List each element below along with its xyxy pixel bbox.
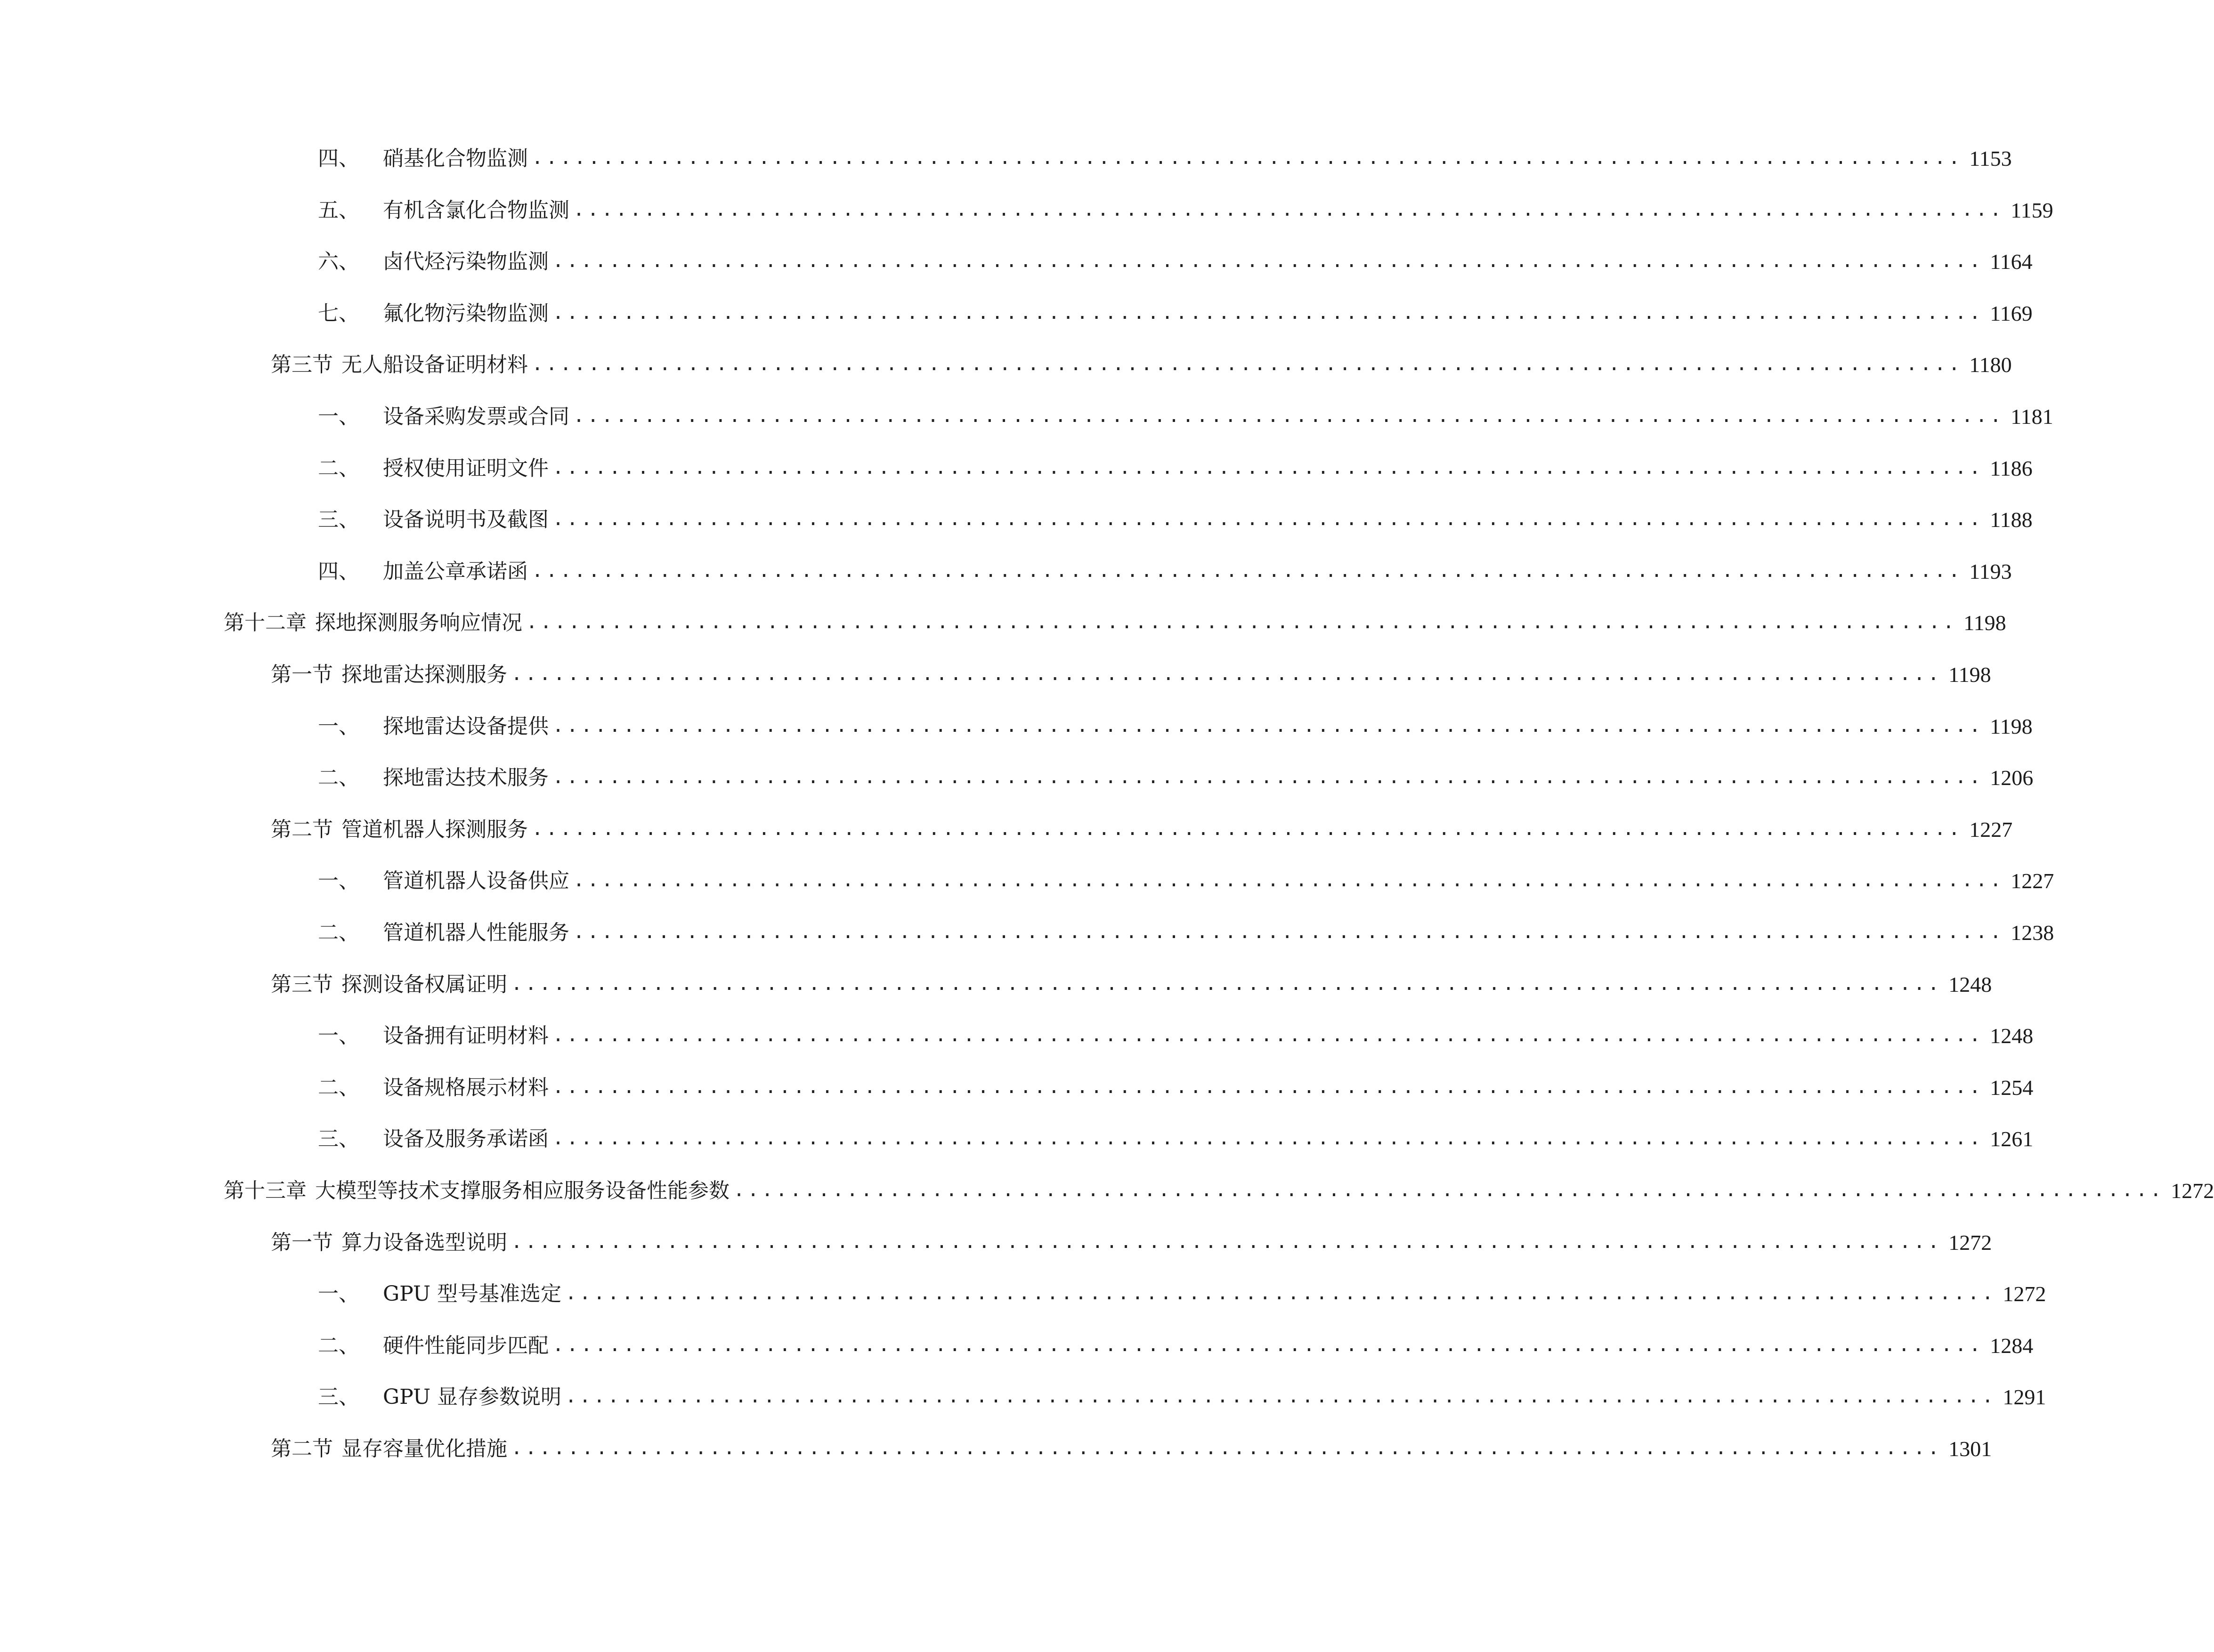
toc-entry-label [318, 1378, 565, 1416]
toc-entry-title: 探地雷达设备提供 [383, 714, 549, 738]
toc-entry-title: 无人船设备证明材料 [341, 353, 528, 377]
toc-entry[interactable] [318, 192, 2053, 229]
toc-entry[interactable] [318, 708, 2033, 745]
toc-entry[interactable] [318, 450, 2033, 487]
toc-entry[interactable] [271, 811, 2013, 849]
toc-entry-label [318, 759, 552, 797]
toc-entry-title: 探地探测服务响应情况 [315, 611, 522, 635]
toc-entry[interactable] [318, 1275, 2046, 1313]
toc-entry[interactable] [271, 1224, 1992, 1262]
toc-entry[interactable] [318, 243, 2033, 281]
toc-entry-title: 管道机器人探测服务 [341, 818, 528, 842]
toc-entry-number: 第一节 [271, 663, 333, 687]
toc-entry-number: 第十二章 [224, 611, 307, 635]
toc-leader-dots: ..................................................................................................... [552, 715, 1984, 737]
toc-leader-dots: ..................................................................................................... [565, 1282, 1996, 1304]
toc-page-number: 1238 [2011, 921, 2054, 945]
toc-entry-number: 二、 [318, 456, 359, 480]
toc-entry-label [318, 1017, 552, 1055]
toc-entry-title: 管道机器人设备供应 [383, 869, 569, 893]
toc-leader-dots: ..................................................................................................... [552, 508, 1984, 530]
toc-leader-dots: ..................................................................................................... [526, 611, 1957, 633]
toc-entry-title: 算力设备选型说明 [341, 1231, 507, 1255]
toc-entry-title: 探测设备权属证明 [341, 972, 507, 996]
toc-entry-number: 三、 [318, 508, 359, 532]
toc-entry-number: 二、 [318, 1076, 359, 1100]
toc-entry-label [318, 553, 532, 591]
toc-entry[interactable] [318, 914, 2054, 952]
toc-entry-title: 氟化物污染物监测 [383, 301, 549, 325]
toc-entry-label [318, 914, 573, 952]
toc-leader-dots: ..................................................................................................... [552, 457, 1984, 478]
toc-entry-label [318, 1120, 552, 1158]
toc-entry-label [318, 1275, 565, 1313]
toc-entry-label [318, 1069, 552, 1107]
toc-page-number: 1248 [1990, 1024, 2034, 1048]
toc-entry-number: 第三节 [271, 353, 333, 377]
toc-leader-dots: ..................................................................................................... [573, 921, 2004, 943]
toc-page-number: 1272 [2171, 1179, 2214, 1203]
toc-entry[interactable] [318, 140, 2012, 178]
toc-entry-number: 二、 [318, 766, 359, 790]
toc-entry-label [318, 295, 552, 332]
toc-entry-label [318, 862, 573, 900]
toc-entry-label [318, 192, 573, 229]
toc-leader-dots: ..................................................................................................... [511, 663, 1942, 685]
toc-entry-title: 设备说明书及截图 [383, 508, 549, 532]
toc-entry-label [271, 1224, 511, 1262]
toc-entry-label [271, 656, 511, 694]
toc-entry-title: 设备拥有证明材料 [383, 1024, 549, 1048]
toc-entry-number: 一、 [318, 1024, 359, 1048]
toc-leader-dots: ..................................................................................................... [552, 1334, 1984, 1356]
toc-leader-dots: ..................................................................................................... [573, 405, 2004, 427]
toc-entry-label [318, 708, 552, 745]
toc-entry-title: 卤代烃污染物监测 [383, 250, 549, 274]
toc-entry[interactable] [318, 398, 2053, 436]
toc-entry[interactable] [318, 1120, 2034, 1158]
toc-entry-number: 第二节 [271, 1437, 333, 1461]
toc-entry-number: 四、 [318, 146, 359, 170]
toc-entry-title: 授权使用证明文件 [383, 456, 549, 480]
toc-entry[interactable] [224, 604, 2006, 642]
toc-entry-label [318, 1327, 552, 1365]
toc-entry-number: 三、 [318, 1127, 359, 1151]
toc-page-number: 1227 [1969, 818, 2013, 842]
toc-entry-title: 探地雷达探测服务 [341, 663, 507, 687]
toc-page-number: 1198 [1963, 611, 2006, 635]
toc-entry-label [318, 450, 552, 487]
toc-leader-dots: ..................................................................................................... [552, 1127, 1984, 1149]
toc-entry-label [271, 966, 511, 1004]
toc-page-number: 1188 [1990, 508, 2033, 532]
toc-entry-title: 设备规格展示材料 [383, 1076, 549, 1100]
toc-entry-title: GPU 型号基准选定 [383, 1282, 562, 1306]
toc-entry[interactable] [318, 1327, 2034, 1365]
toc-entry-title: 硬件性能同步匹配 [383, 1334, 549, 1358]
toc-leader-dots: ..................................................................................................... [532, 818, 1963, 840]
toc-page-number: 1301 [1948, 1437, 1992, 1461]
toc-page-number: 1272 [1948, 1231, 1992, 1255]
toc-page-number: 1254 [1990, 1076, 2034, 1100]
toc-page-number: 1193 [1969, 559, 2012, 583]
toc-page-number: 1206 [1990, 766, 2034, 790]
toc-leader-dots: ..................................................................................................... [511, 1437, 1942, 1459]
toc-entry-title: 有机含氯化合物监测 [383, 198, 569, 222]
toc-entry[interactable] [271, 346, 2012, 384]
toc-entry-label [224, 1172, 733, 1210]
toc-entry[interactable] [318, 501, 2033, 539]
toc-entry-title: 设备采购发票或合同 [383, 405, 569, 429]
toc-leader-dots: ..................................................................................................... [552, 1076, 1984, 1098]
toc-page-number: 1186 [1990, 456, 2033, 480]
toc-entry-title: 显存容量优化措施 [341, 1437, 507, 1461]
toc-entry-label [271, 1430, 511, 1468]
toc-entry-number: 一、 [318, 405, 359, 429]
toc-entry-number: 第十三章 [224, 1179, 307, 1203]
toc-leader-dots: ..................................................................................................... [532, 147, 1963, 169]
toc-page-number: 1164 [1990, 250, 2033, 274]
toc-entry-title: 大模型等技术支撑服务相应服务设备性能参数 [315, 1179, 730, 1203]
toc-leader-dots: ..................................................................................................... [552, 250, 1984, 272]
toc-entry-label [271, 811, 532, 849]
toc-page-number: 1169 [1990, 301, 2033, 325]
toc-entry-title: 加盖公章承诺函 [383, 559, 528, 583]
toc-page-number: 1272 [2003, 1282, 2046, 1306]
toc-entry-title: GPU 显存参数说明 [383, 1385, 562, 1409]
toc-entry[interactable] [271, 966, 1992, 1004]
toc-entry-number: 第三节 [271, 972, 333, 996]
toc-page-number: 1198 [1948, 663, 1991, 687]
toc-entry-label [318, 501, 552, 539]
toc-leader-dots: ..................................................................................................... [552, 1024, 1984, 1046]
toc-entry-number: 一、 [318, 869, 359, 893]
toc-entry-number: 第一节 [271, 1231, 333, 1255]
toc-entry[interactable] [271, 656, 1991, 694]
toc-page-number: 1153 [1969, 146, 2012, 170]
toc-entry-title: 硝基化合物监测 [383, 146, 528, 170]
toc-entry-number: 二、 [318, 1334, 359, 1358]
toc-entry-title: 探地雷达技术服务 [383, 766, 549, 790]
toc-entry-label [224, 604, 526, 642]
toc-entry[interactable] [318, 1017, 2034, 1055]
toc-page-number: 1180 [1969, 353, 2012, 377]
toc-entry-number: 三、 [318, 1385, 359, 1409]
toc-entry-label [318, 140, 532, 178]
toc-page-number: 1159 [2011, 198, 2053, 222]
toc-page-number: 1198 [1990, 714, 2033, 738]
toc-entry-number: 第二节 [271, 818, 333, 842]
toc-entry[interactable] [318, 862, 2054, 900]
toc-page-number: 1284 [1990, 1334, 2034, 1358]
toc-entry-number: 一、 [318, 714, 359, 738]
toc-entry[interactable] [318, 759, 2034, 797]
toc-entry-number: 六、 [318, 250, 359, 274]
toc-leader-dots: ..................................................................................................... [552, 302, 1984, 324]
toc-leader-dots: ..................................................................................................... [733, 1179, 2165, 1201]
toc-page-number: 1291 [2003, 1385, 2046, 1409]
toc-entry-number: 一、 [318, 1282, 359, 1306]
toc-entry-number: 二、 [318, 921, 359, 945]
toc-page-number: 1248 [1948, 972, 1992, 996]
toc-leader-dots: ..................................................................................................... [511, 1231, 1942, 1253]
toc-leader-dots: ..................................................................................................... [532, 353, 1963, 375]
toc-entry[interactable] [224, 1172, 2214, 1210]
toc-leader-dots: ..................................................................................................... [552, 766, 1984, 788]
toc-entry-number: 五、 [318, 198, 359, 222]
toc-entry-label [318, 398, 573, 436]
toc-leader-dots: ..................................................................................................... [532, 560, 1963, 582]
toc-leader-dots: ..................................................................................................... [573, 199, 2004, 220]
toc-entry-title: 管道机器人性能服务 [383, 921, 569, 945]
toc-entry-number: 四、 [318, 559, 359, 583]
toc-leader-dots: ..................................................................................................... [573, 869, 2004, 891]
toc-entry[interactable] [318, 1378, 2046, 1416]
toc-entry-number: 七、 [318, 301, 359, 325]
toc-entry[interactable] [271, 1430, 1992, 1468]
toc-entry-label [271, 346, 532, 384]
toc-entry[interactable] [318, 553, 2012, 591]
toc-page-number: 1261 [1990, 1127, 2034, 1151]
toc-entry-title: 设备及服务承诺函 [383, 1127, 549, 1151]
toc-leader-dots: ..................................................................................................... [511, 973, 1942, 995]
toc-page-number: 1227 [2011, 869, 2054, 893]
toc-page-number: 1181 [2011, 405, 2053, 429]
toc-leader-dots: ..................................................................................................... [565, 1385, 1996, 1407]
toc-entry[interactable] [318, 1069, 2034, 1107]
toc-entry[interactable] [318, 295, 2033, 332]
toc-entry-label [318, 243, 552, 281]
